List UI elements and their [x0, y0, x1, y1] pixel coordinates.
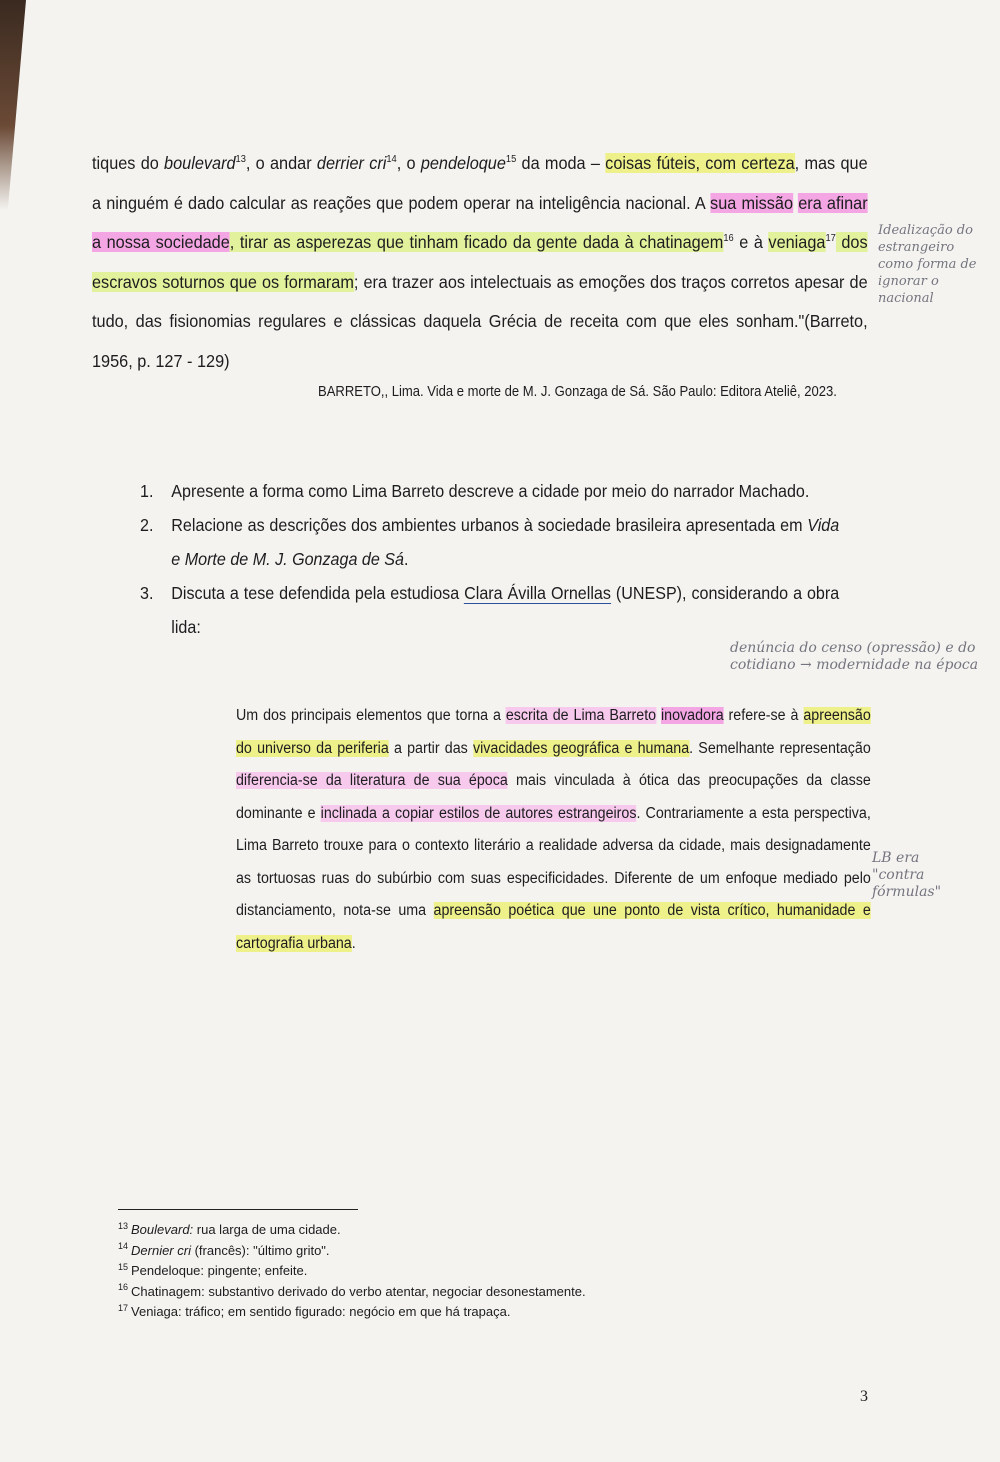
footnote-divider [118, 1209, 358, 1210]
footnote-ref-16[interactable]: 16 [723, 233, 734, 245]
highlight-pink: era afinar a nossa sociedade [92, 192, 868, 252]
footnote-number: 17 [118, 1302, 129, 1313]
question-item-2 [140, 508, 839, 576]
book-edge-shadow [0, 0, 26, 210]
question-text-part: Relacione as descrições dos ambientes urbanos à sociedade brasileira apresentada em [171, 515, 808, 535]
question-text [171, 508, 839, 576]
block-text: a partir das [388, 739, 473, 757]
footnote-text: rua larga de uma cidade. [193, 1222, 341, 1237]
footnote-term: Pendeloque: [131, 1263, 205, 1278]
footnote-ref-14[interactable]: 14 [386, 154, 397, 166]
footnote-term: Boulevard: [131, 1222, 194, 1237]
question-number: 2. [140, 515, 154, 535]
footnote-term: Chatinagem: [131, 1283, 205, 1299]
footnote-text: tráfico; em sentido figurado: negócio em que há trapaça. [181, 1304, 511, 1319]
highlight-yellow: coisas fúteis, com certeza [605, 153, 795, 173]
bibliographic-citation: BARRETO,, Lima. Vida e morte de M. J. Gonzaga de Sá. São Paulo: Editora Ateliê, 2023. [318, 384, 837, 400]
quote-text: que a ninguém é dado calcular as reações que podem operar na inteligência nacional. A [92, 153, 868, 213]
question-number: 3. [140, 583, 154, 603]
page-number: 3 [860, 1388, 868, 1405]
block-text: . Contrariamente a esta perspectiva, Lima Barreto trouxe para o contexto literário a realidade adversa da cidade, mais designadamente as tortuosas ruas do subúrbio com suas especificidades. Diferente de um enfoque mediado pelo distanciamento, nota-se uma [236, 804, 871, 919]
block-text: refere-se à [723, 707, 804, 724]
footnote-16 [118, 1282, 818, 1303]
footnote-number: 13 [118, 1220, 129, 1231]
footnote-number: 15 [118, 1261, 129, 1272]
highlight-pink: diferencia-se da literatura de sua época [236, 772, 508, 789]
highlight-pink: escrita de Lima Barreto [505, 707, 657, 724]
quote-text: tiques do [92, 153, 165, 173]
question-text-part: Discuta a tese defendida pela estudiosa [171, 583, 465, 603]
highlight-green: dos escravos soturnos que os formaram [92, 232, 868, 292]
question-list [140, 474, 839, 644]
footnote-number: 16 [118, 1282, 129, 1293]
quote-text: e à [733, 232, 763, 252]
highlight-pink: inclinada a copiar estilos de autores estrangeiros [320, 804, 637, 822]
quote-term-pendeloque: pendeloque [420, 153, 506, 173]
highlight-yellow: apreensão poética que une ponto de vista crítico, humanidade e cartografia urbana [236, 902, 871, 952]
footnote-term: Veniaga: [131, 1304, 182, 1319]
footnote-13 [118, 1220, 818, 1241]
footnotes [118, 1220, 818, 1323]
question-text [171, 576, 839, 644]
quote-text: ; era trazer aos intelectuais as emoções dos traços corretos apesar de tudo, das fisionomias regulares e clássicas daquela Grécia de receita com que eles sonham."(Barreto, 1956, p. 127 - 129) [92, 271, 868, 371]
question-text-part: . [403, 549, 409, 569]
quote-text: , o andar [245, 153, 317, 173]
question-item-3 [140, 576, 839, 644]
footnote-14 [118, 1241, 818, 1262]
quote-text: , o [396, 153, 421, 173]
footnote-term: Dernier cri [131, 1242, 191, 1258]
highlight-yellow: vivacidades geográfica e humana [472, 739, 690, 757]
highlight-green: , tirar as asperezas que tinham ficado da gente dada à chatinagem [229, 232, 724, 252]
highlight-green: veniaga [768, 232, 826, 252]
quote-term-boulevard: boulevard [164, 153, 236, 173]
handwritten-note-idealizacao: Idealização do estrangeiro como forma de ignorar o nacional [878, 223, 977, 306]
question-text-part: (UNESP), considerando a obra lida: [171, 583, 840, 637]
highlight-pink: inovadora [661, 707, 724, 724]
block-text: . [351, 934, 356, 952]
question-number: 1. [140, 481, 154, 501]
footnote-number: 14 [118, 1241, 129, 1252]
book-title: Vida e Morte de M. J. Gonzaga de Sá [171, 515, 840, 569]
handwritten-note-lb-contra-formulas: LB era "contra fórmulas" [872, 850, 942, 900]
question-text: Apresente a forma como Lima Barreto descreve a cidade por meio do narrador Machado. [171, 481, 810, 501]
quote-passage [92, 144, 868, 381]
footnote-text: substantivo derivado do verbo atentar, negociar desonestamente. [204, 1283, 586, 1299]
quote-text: , mas [794, 153, 836, 173]
footnote-17 [118, 1302, 818, 1323]
handwritten-note-denuncia: denúncia do censo (opressão) e do cotidiano → modernidade na época [730, 640, 979, 673]
block-text: Um dos principais elementos que torna a [236, 707, 506, 724]
quote-text: da moda – [516, 153, 606, 173]
quote-term-derrier-cri: derrier cri [316, 153, 387, 173]
footnote-15 [118, 1261, 818, 1282]
highlight-pink: sua missão [710, 192, 794, 213]
footnote-text: (francês): "último grito". [190, 1242, 330, 1258]
footnote-ref-17[interactable]: 17 [825, 233, 836, 245]
block-text: . Semelhante representação [689, 739, 871, 757]
footnote-ref-15[interactable]: 15 [505, 154, 517, 166]
underlined-author-name: Clara Ávilla Ornellas [464, 583, 611, 603]
question-item-1 [140, 474, 839, 508]
block-text: mais vinculada à ótica das preocupações da classe dominante e [236, 772, 871, 822]
highlight-yellow: apreensão do universo da periferia [236, 707, 871, 757]
footnote-ref-13[interactable]: 13 [235, 154, 246, 166]
footnote-text: pingente; enfeite. [204, 1263, 308, 1278]
block-quote-ornellas [236, 700, 871, 960]
